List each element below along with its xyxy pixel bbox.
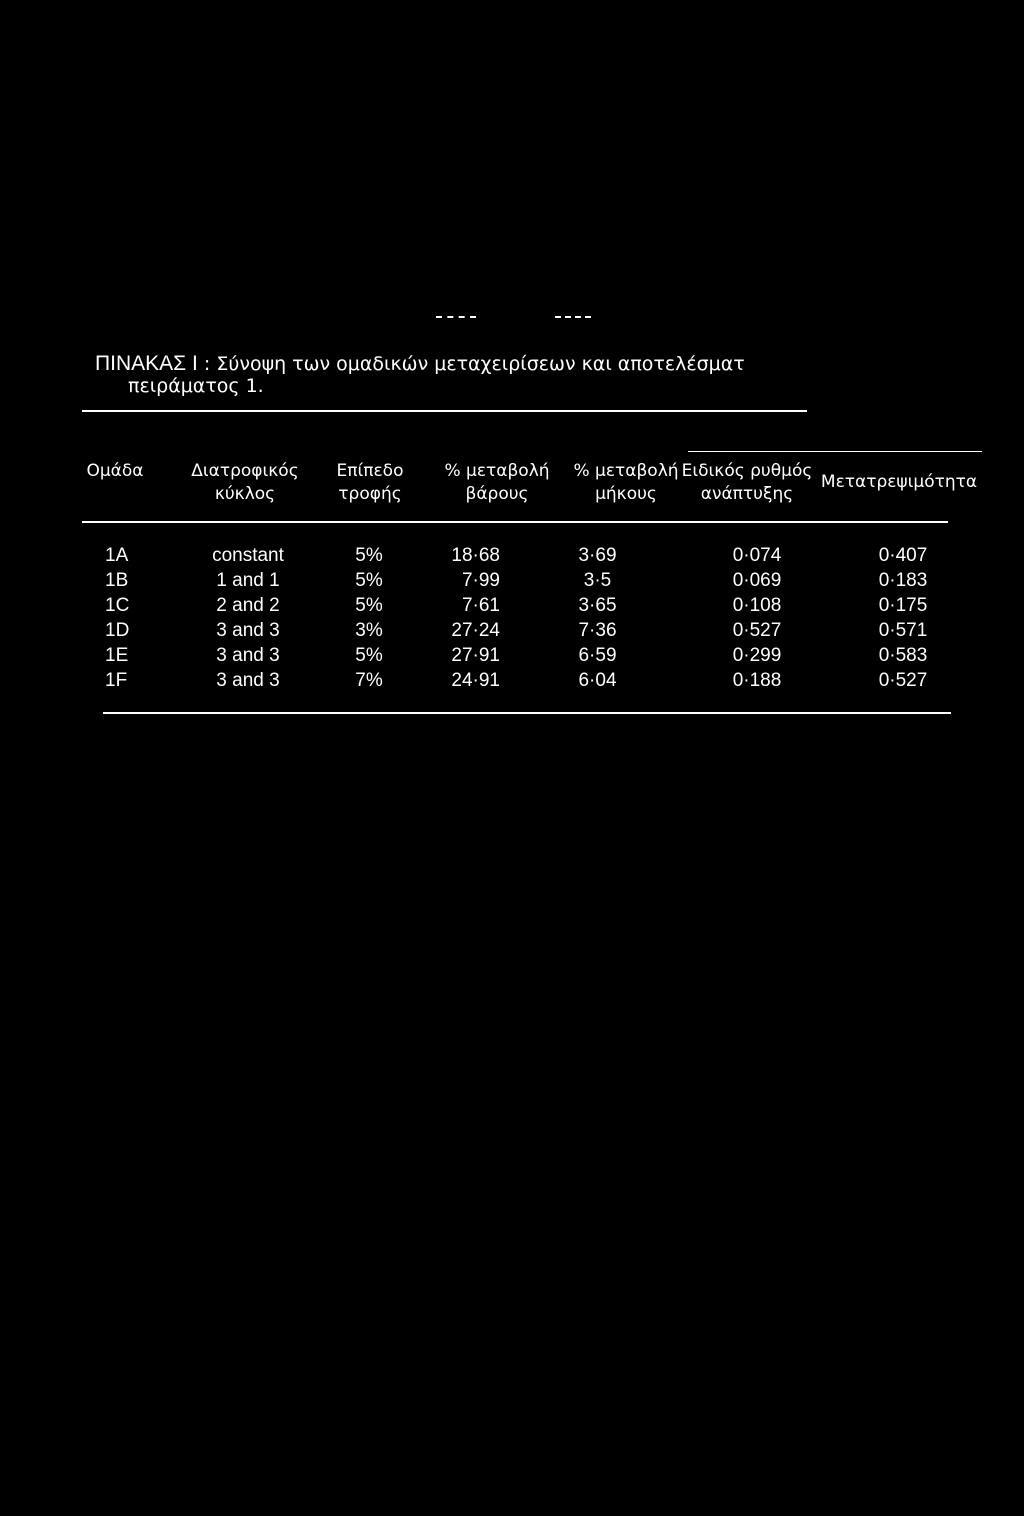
cell-length: 6·04 <box>578 670 617 691</box>
cell-conversion: 0·183 <box>878 570 928 591</box>
cell-cycle: 3 and 3 <box>216 645 280 666</box>
caption-text: : Σύνοψη των ομαδικών μεταχειρίσεων και αποτελέσματ <box>203 353 745 375</box>
cell-rate: 0·074 <box>732 545 782 566</box>
cell-weight: 18·68 <box>451 545 500 566</box>
table-caption <box>95 353 815 397</box>
cell-rate: 0·527 <box>732 620 782 641</box>
table-row <box>0 618 1024 643</box>
cell-cycle: 3 and 3 <box>216 670 280 691</box>
header-weight: % μεταβολή βάρους <box>444 461 550 504</box>
cell-rate: 0·299 <box>732 645 782 666</box>
cell-length: 7·36 <box>578 620 617 641</box>
cell-weight: 27·24 <box>451 620 500 641</box>
table-row <box>0 543 1024 568</box>
header-top-rule <box>688 451 982 452</box>
cell-length: 3·65 <box>578 595 617 616</box>
cell-level: 5% <box>355 595 383 616</box>
table-row <box>0 668 1024 693</box>
cell-group: 1D <box>105 620 130 641</box>
cell-length: 3·69 <box>578 545 617 566</box>
cell-cycle: 1 and 1 <box>216 570 280 591</box>
cell-cycle: 2 and 2 <box>216 595 280 616</box>
cell-rate: 0·108 <box>732 595 782 616</box>
cell-conversion: 0·583 <box>878 645 928 666</box>
table-row <box>0 568 1024 593</box>
table-bottom-rule <box>103 712 951 714</box>
decorative-dashes-left <box>436 316 476 320</box>
header-cycle: Διατροφικός κύκλος <box>191 461 299 504</box>
decorative-dashes-right <box>555 316 591 320</box>
cell-conversion: 0·527 <box>878 670 928 691</box>
cell-level: 3% <box>355 620 383 641</box>
cell-level: 5% <box>355 570 383 591</box>
header-rate: Ειδικός ρυθμός ανάπτυξης <box>681 461 813 504</box>
header-conversion: Μετατρεψιμότητα <box>820 472 978 492</box>
cell-weight: 24·91 <box>451 670 500 691</box>
cell-length: 6·59 <box>578 645 617 666</box>
header-group: Ομάδα <box>86 461 144 481</box>
cell-cycle: constant <box>212 545 284 566</box>
cell-conversion: 0·407 <box>878 545 928 566</box>
cell-group: 1B <box>105 570 129 591</box>
table-row <box>0 593 1024 618</box>
cell-cycle: 3 and 3 <box>216 620 280 641</box>
cell-group: 1F <box>105 670 128 691</box>
header-length: % μεταβολή μήκους <box>573 461 679 504</box>
cell-group: 1C <box>105 595 130 616</box>
caption-label: ΠΙΝΑΚΑΣ I <box>95 352 198 375</box>
cell-level: 7% <box>355 670 383 691</box>
header-level: Επίπεδο τροφής <box>336 461 404 504</box>
caption-text-line2: πειράματος 1. <box>128 375 264 397</box>
cell-conversion: 0·571 <box>878 620 928 641</box>
cell-weight: 27·91 <box>451 645 500 666</box>
cell-group: 1E <box>105 645 129 666</box>
cell-level: 5% <box>355 545 383 566</box>
caption-rule <box>82 410 807 412</box>
cell-level: 5% <box>355 645 383 666</box>
table-row <box>0 643 1024 668</box>
cell-weight: 7·61 <box>461 595 500 616</box>
cell-rate: 0·069 <box>732 570 782 591</box>
cell-conversion: 0·175 <box>878 595 928 616</box>
header-rule <box>82 521 948 523</box>
cell-rate: 0·188 <box>732 670 782 691</box>
cell-group: 1A <box>105 545 129 566</box>
cell-weight: 7·99 <box>461 570 500 591</box>
cell-length: 3·5 <box>583 570 612 591</box>
